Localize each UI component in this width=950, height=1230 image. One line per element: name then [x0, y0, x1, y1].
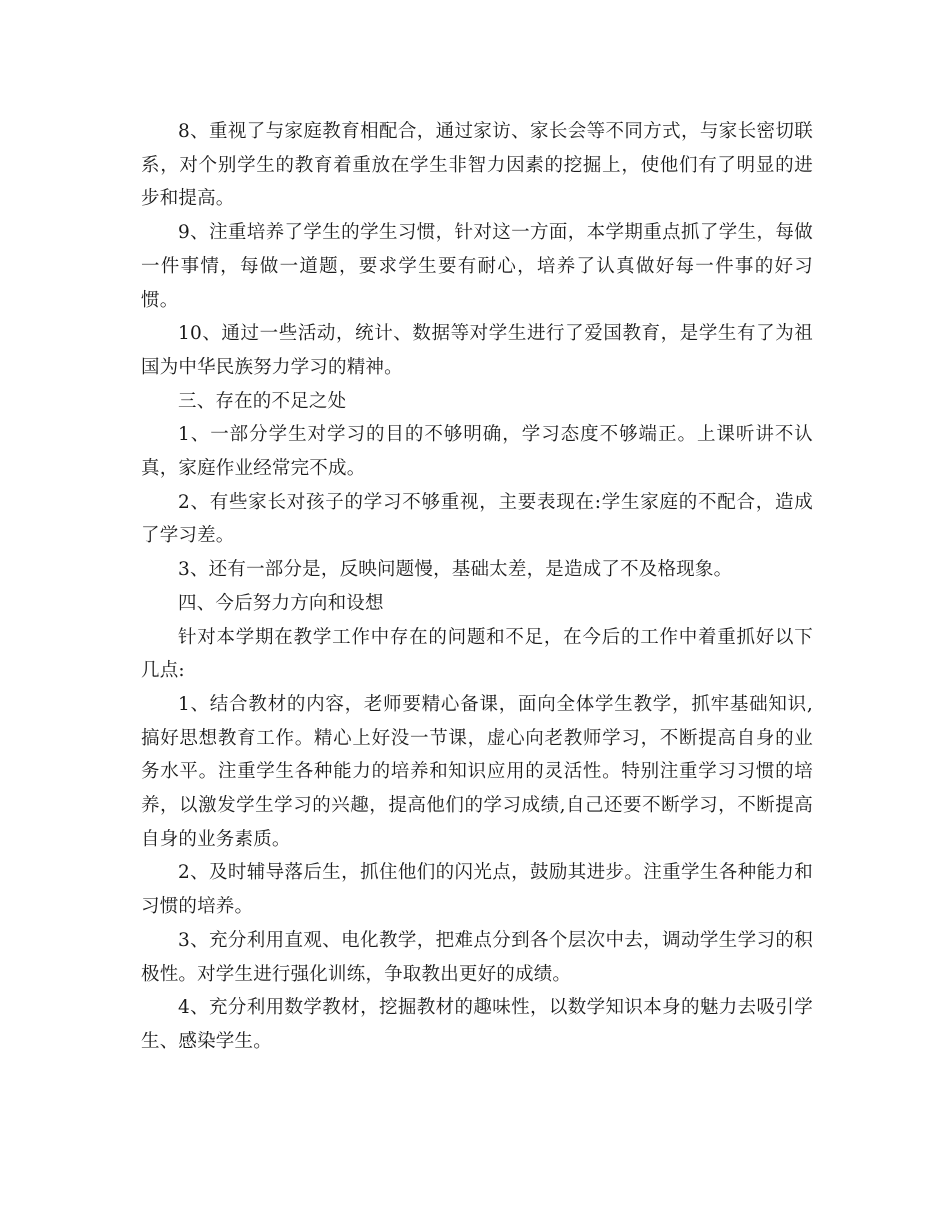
document-page	[141, 115, 813, 1059]
section-heading-future-plans: 四、今后努力方向和设想	[178, 592, 384, 614]
paragraph-plan-3: 3、充分利用直观、电化教学，把难点分到各个层次中去，调动学生学习的积极性。对学生进行强化训练，争取教出更好的成绩。	[141, 929, 813, 985]
paragraph-item-10: 10、通过一些活动，统计、数据等对学生进行了爱国教育，是学生有了为祖国为中华民族努力学习的精神。	[141, 323, 813, 378]
paragraph-plan-2: 2、及时辅导落后生，抓住他们的闪光点，鼓励其进步。注重学生各种能力和习惯的培养。	[141, 862, 813, 918]
paragraph-plan-4: 4、充分利用数学教材，挖掘教材的趣味性，以数学知识本身的魅力去吸引学生、感染学生。	[141, 997, 813, 1052]
paragraph-item-9: 9、注重培养了学生的学生习惯，针对这一方面，本学期重点抓了学生，每做一件事情，每做一道题，要求学生要有耐心，培养了认真做好每一件事的好习惯。	[141, 222, 813, 311]
paragraph-shortcoming-1: 1、一部分学生对学习的目的不够明确，学习态度不够端正。上课听讲不认真，家庭作业经常完不成。	[141, 424, 813, 480]
paragraph-future-intro: 针对本学期在教学工作中存在的问题和不足，在今后的工作中着重抓好以下几点:	[141, 626, 813, 682]
paragraph-shortcoming-2: 2、有些家长对孩子的学习不够重视，主要表现在:学生家庭的不配合，造成了学习差。	[141, 491, 813, 547]
section-heading-shortcomings: 三、存在的不足之处	[178, 390, 347, 412]
paragraph-item-8: 8、重视了与家庭教育相配合，通过家访、家长会等不同方式，与家长密切联系，对个别学生的教育着重放在学生非智力因素的挖掘上，使他们有了明显的进步和提高。	[141, 121, 813, 210]
paragraph-plan-1: 1、结合教材的内容，老师要精心备课，面向全体学生教学，抓牢基础知识,搞好思想教育工作。精心上好没一节课，虚心向老教师学习，不断提高自身的业务水平。注重学生各种能力的培养和知识应用的灵活性。特别注重学习习惯的培养，以激发学生学习的兴趣，提高他们的学习成绩,自己还要不断学习，不断提高自身的业务素质。	[141, 693, 813, 850]
paragraph-shortcoming-3: 3、还有一部分是，反映问题慢，基础太差，是造成了不及格现象。	[178, 559, 733, 581]
